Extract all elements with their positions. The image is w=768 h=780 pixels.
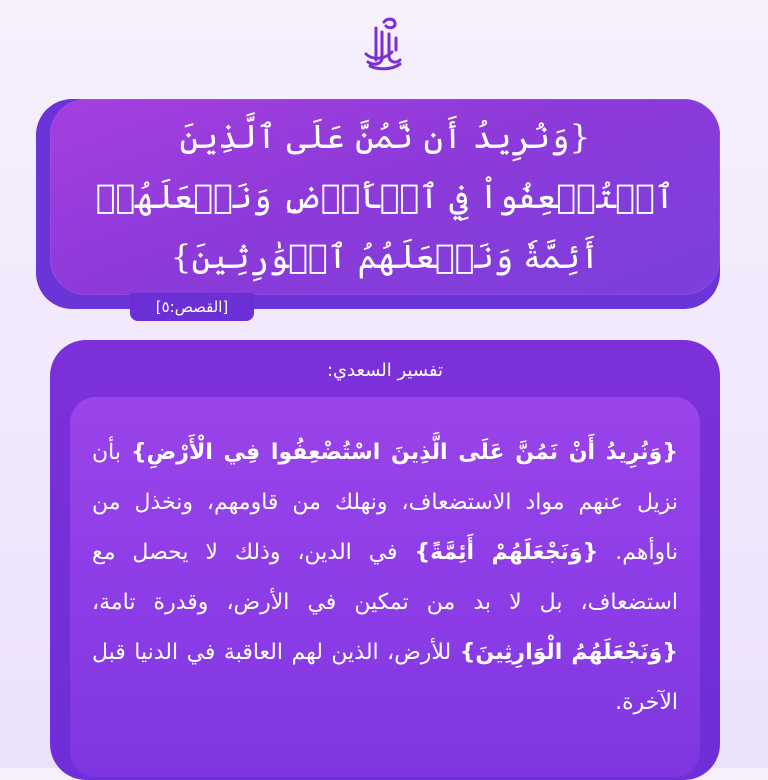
verse-text: {وَنُرِيدُ أَن نَّمُنَّ عَلَى ٱلَّذِينَ ٱسۡتُضۡعِفُواْ فِي ٱلۡأَرۡضِ وَنَجۡعَلَهُمۡ أَئِمَّةٗ وَنَجۡعَلَهُمُ ٱلۡوَٰرِثِينَ} bbox=[95, 117, 675, 276]
tafsir-text bbox=[92, 428, 678, 728]
tafsir-explanation: بأن نزيل عنهم مواد الاستضعاف، ونهلك من قاومهم، ونخذل من ناوأهم. bbox=[92, 440, 679, 565]
calligraphy-logo-icon bbox=[354, 14, 414, 74]
tafsir-quote: {وَنُرِيدُ أَنْ نَمُنَّ عَلَى الَّذِينَ اسْتُضْعِفُوا فِي الْأَرْضِ} bbox=[131, 440, 678, 465]
tafsir-quote: {وَنَجْعَلَهُمُ الْوَارِثِينَ} bbox=[459, 640, 678, 665]
tafsir-quote: {وَنَجْعَلَهُمْ أَئِمَّةً} bbox=[414, 540, 599, 565]
brand-logo bbox=[354, 14, 414, 74]
verse-card bbox=[50, 99, 720, 295]
tafsir-explanation: للأرض، الذين لهم العاقبة في الدنيا قبل الآخرة. bbox=[92, 640, 678, 715]
tafsir-title: تفسير السعدي: bbox=[326, 360, 444, 381]
verse-reference: [القصص:٥] bbox=[130, 293, 254, 321]
tafsir-explanation: في الدين، وذلك لا يحصل مع استضعاف، بل لا بد من تمكين في الأرض، وقدرة تامة، bbox=[92, 540, 678, 615]
